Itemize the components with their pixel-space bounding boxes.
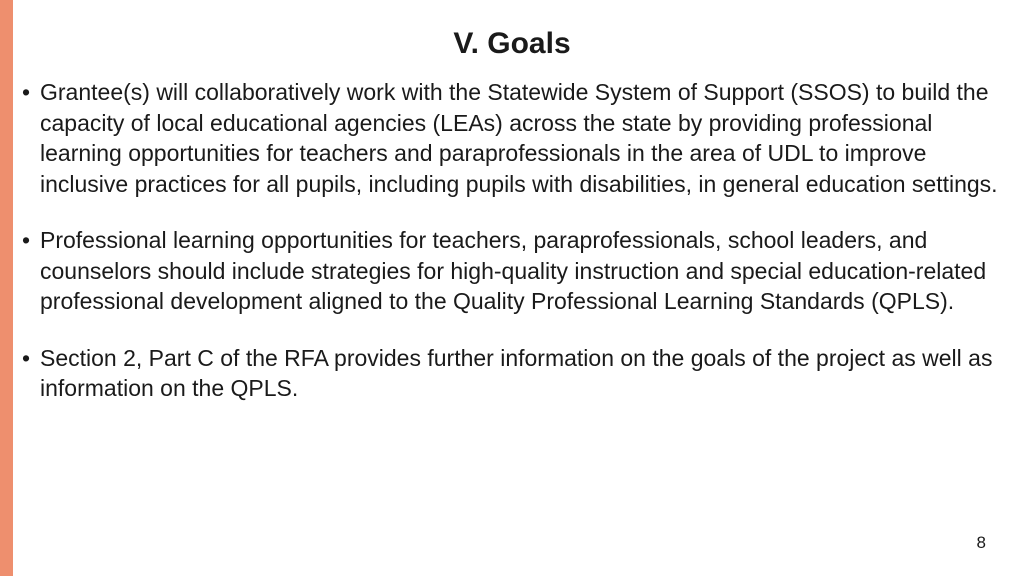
bullet-list (22, 77, 1002, 404)
bullet-text: Section 2, Part C of the RFA provides further information on the goals of the project as well as information on the QPLS. (40, 344, 993, 401)
bullet-item (22, 225, 1002, 317)
page-number: 8 (976, 533, 986, 552)
bullet-text: Grantee(s) will collaboratively work with the Statewide System of Support (SSOS) to build the capacity of local educational agencies (LEAs) across the state by providing professional learning opportunities for teachers and paraprofessionals in the area of UDL to improve inclusive practices for all pupils, including pupils with disabilities, in general education settings. (40, 79, 998, 197)
bullet-marker: • (22, 79, 31, 105)
bullet-marker: • (22, 344, 31, 371)
bullet-item (22, 343, 1002, 404)
accent-bar (0, 0, 13, 576)
bullet-item (22, 77, 1002, 199)
bullet-marker: • (22, 227, 31, 253)
slide-title: V. Goals (453, 27, 571, 60)
bullet-text: Professional learning opportunities for teachers, paraprofessionals, school leaders, and counselors should include strategies for high-quality instruction and special education-related professional development aligned to the Quality Professional Learning Standards (QPLS). (40, 227, 987, 314)
